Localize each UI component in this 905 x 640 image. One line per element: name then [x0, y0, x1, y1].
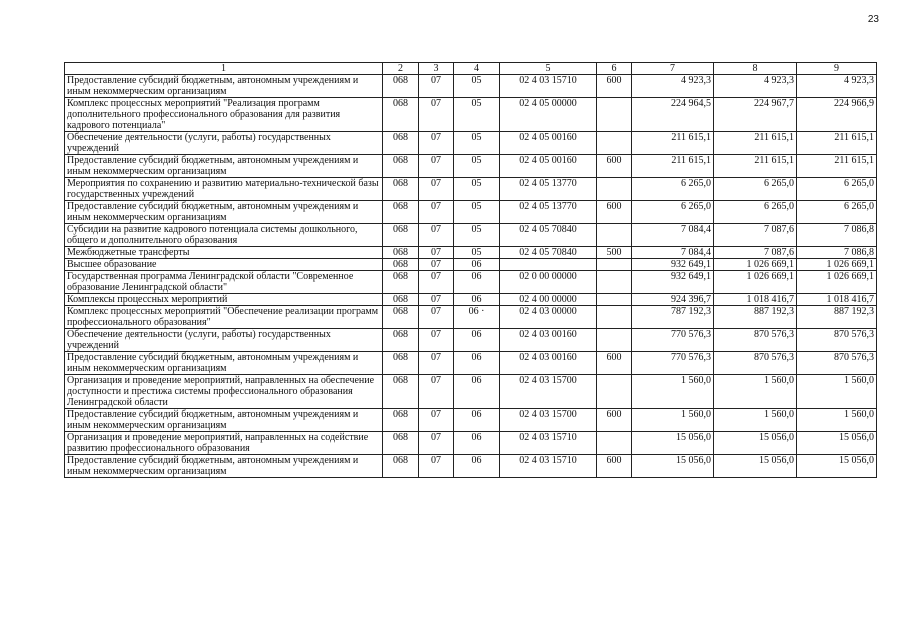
- table-row: [65, 259, 877, 271]
- row-name: Высшее образование: [65, 259, 383, 271]
- amount-col8: 7 087,6: [714, 247, 797, 259]
- row-name: Государственная программа Ленинградской области "Современное образование Ленинградской области": [65, 271, 383, 294]
- table-row: [65, 329, 877, 352]
- table-row: [65, 455, 877, 478]
- expense-type-code: 600: [597, 455, 632, 478]
- row-name: Предоставление субсидий бюджетным, автономным учреждениям и иным некоммерческим организациям: [65, 455, 383, 478]
- subsection-code: 05: [454, 75, 500, 98]
- expense-type-code: [597, 294, 632, 306]
- ministry-code: 068: [383, 178, 419, 201]
- amount-col9: 211 615,1: [797, 155, 877, 178]
- col-header-2: 2: [383, 63, 419, 75]
- table-row: [65, 132, 877, 155]
- table-row: [65, 224, 877, 247]
- row-name: Мероприятия по сохранению и развитию материально-технической базы государственных учреждений: [65, 178, 383, 201]
- subsection-code: 06: [454, 271, 500, 294]
- target-article-code: 02 4 03 00000: [500, 306, 597, 329]
- subsection-code: 06: [454, 409, 500, 432]
- section-code: 07: [419, 329, 454, 352]
- ministry-code: 068: [383, 306, 419, 329]
- header-row: [65, 63, 877, 75]
- col-header-7: 7: [632, 63, 714, 75]
- subsection-code: 05: [454, 247, 500, 259]
- amount-col8: 1 026 669,1: [714, 271, 797, 294]
- expense-type-code: [597, 132, 632, 155]
- row-name: Комплексы процессных мероприятий: [65, 294, 383, 306]
- table-row: [65, 409, 877, 432]
- target-article-code: 02 4 03 15710: [500, 455, 597, 478]
- amount-col8: 6 265,0: [714, 201, 797, 224]
- subsection-code: 05: [454, 155, 500, 178]
- subsection-code: 06: [454, 432, 500, 455]
- subsection-code: 06: [454, 455, 500, 478]
- amount-col9: 870 576,3: [797, 352, 877, 375]
- amount-col8: 1 018 416,7: [714, 294, 797, 306]
- amount-col8: 870 576,3: [714, 352, 797, 375]
- ministry-code: 068: [383, 352, 419, 375]
- section-code: 07: [419, 178, 454, 201]
- amount-col7: 932 649,1: [632, 259, 714, 271]
- table-row: [65, 432, 877, 455]
- ministry-code: 068: [383, 75, 419, 98]
- section-code: 07: [419, 224, 454, 247]
- ministry-code: 068: [383, 294, 419, 306]
- amount-col9: 1 026 669,1: [797, 271, 877, 294]
- ministry-code: 068: [383, 132, 419, 155]
- amount-col8: 224 967,7: [714, 98, 797, 132]
- table-row: [65, 306, 877, 329]
- ministry-code: 068: [383, 455, 419, 478]
- expense-type-code: 600: [597, 75, 632, 98]
- target-article-code: 02 4 05 70840: [500, 247, 597, 259]
- target-article-code: 02 4 05 13770: [500, 178, 597, 201]
- amount-col8: 1 560,0: [714, 375, 797, 409]
- row-name: Организация и проведение мероприятий, направленных на содействие развитию профессионального образования: [65, 432, 383, 455]
- col-header-8: 8: [714, 63, 797, 75]
- expense-type-code: [597, 306, 632, 329]
- ministry-code: 068: [383, 98, 419, 132]
- section-code: 07: [419, 306, 454, 329]
- amount-col7: 15 056,0: [632, 432, 714, 455]
- section-code: 07: [419, 247, 454, 259]
- target-article-code: 02 4 05 00160: [500, 132, 597, 155]
- amount-col8: 4 923,3: [714, 75, 797, 98]
- table-row: [65, 178, 877, 201]
- section-code: 07: [419, 155, 454, 178]
- col-header-5: 5: [500, 63, 597, 75]
- target-article-code: 02 4 05 13770: [500, 201, 597, 224]
- row-name: Субсидии на развитие кадрового потенциала системы дошкольного, общего и дополнительного образования: [65, 224, 383, 247]
- amount-col9: 15 056,0: [797, 455, 877, 478]
- amount-col8: 1 560,0: [714, 409, 797, 432]
- ministry-code: 068: [383, 432, 419, 455]
- table-row: [65, 375, 877, 409]
- subsection-code: 05: [454, 98, 500, 132]
- ministry-code: 068: [383, 329, 419, 352]
- expense-type-code: [597, 432, 632, 455]
- amount-col8: 1 026 669,1: [714, 259, 797, 271]
- table-row: [65, 247, 877, 259]
- section-code: 07: [419, 432, 454, 455]
- expense-type-code: [597, 329, 632, 352]
- subsection-code: 05: [454, 178, 500, 201]
- ministry-code: 068: [383, 375, 419, 409]
- section-code: 07: [419, 352, 454, 375]
- expense-type-code: 600: [597, 409, 632, 432]
- ministry-code: 068: [383, 271, 419, 294]
- amount-col7: 211 615,1: [632, 155, 714, 178]
- subsection-code: 06: [454, 329, 500, 352]
- amount-col8: 870 576,3: [714, 329, 797, 352]
- row-name: Предоставление субсидий бюджетным, автономным учреждениям и иным некоммерческим организациям: [65, 201, 383, 224]
- expense-type-code: [597, 178, 632, 201]
- amount-col9: 870 576,3: [797, 329, 877, 352]
- amount-col8: 211 615,1: [714, 132, 797, 155]
- amount-col7: 6 265,0: [632, 201, 714, 224]
- col-header-9: 9: [797, 63, 877, 75]
- row-name: Предоставление субсидий бюджетным, автономным учреждениям и иным некоммерческим организациям: [65, 155, 383, 178]
- amount-col9: 887 192,3: [797, 306, 877, 329]
- amount-col7: 211 615,1: [632, 132, 714, 155]
- amount-col7: 4 923,3: [632, 75, 714, 98]
- col-header-3: 3: [419, 63, 454, 75]
- ministry-code: 068: [383, 224, 419, 247]
- expense-type-code: 600: [597, 352, 632, 375]
- amount-col8: 6 265,0: [714, 178, 797, 201]
- ministry-code: 068: [383, 201, 419, 224]
- section-code: 07: [419, 132, 454, 155]
- section-code: 07: [419, 375, 454, 409]
- amount-col9: 15 056,0: [797, 432, 877, 455]
- amount-col9: 7 086,8: [797, 224, 877, 247]
- subsection-code: 06: [454, 375, 500, 409]
- section-code: 07: [419, 201, 454, 224]
- target-article-code: 02 4 03 15710: [500, 75, 597, 98]
- target-article-code: 02 4 00 00000: [500, 294, 597, 306]
- expense-type-code: 600: [597, 201, 632, 224]
- col-header-4: 4: [454, 63, 500, 75]
- amount-col8: 211 615,1: [714, 155, 797, 178]
- ministry-code: 068: [383, 247, 419, 259]
- target-article-code: 02 4 03 15700: [500, 375, 597, 409]
- row-name: Предоставление субсидий бюджетным, автономным учреждениям и иным некоммерческим организациям: [65, 75, 383, 98]
- amount-col7: 770 576,3: [632, 352, 714, 375]
- amount-col9: 1 560,0: [797, 375, 877, 409]
- target-article-code: 02 4 05 00160: [500, 155, 597, 178]
- expense-type-code: 600: [597, 155, 632, 178]
- amount-col9: 211 615,1: [797, 132, 877, 155]
- target-article-code: 02 4 05 00000: [500, 98, 597, 132]
- expense-type-code: [597, 375, 632, 409]
- subsection-code: 05: [454, 224, 500, 247]
- target-article-code: 02 4 03 00160: [500, 329, 597, 352]
- amount-col7: 924 396,7: [632, 294, 714, 306]
- col-header-1: 1: [65, 63, 383, 75]
- table-row: [65, 352, 877, 375]
- row-name: Организация и проведение мероприятий, направленных на обеспечение доступности и престижа системы профессионального образования Ленинградской области: [65, 375, 383, 409]
- amount-col9: 1 018 416,7: [797, 294, 877, 306]
- page-number: 23: [867, 14, 879, 25]
- amount-col7: 1 560,0: [632, 409, 714, 432]
- amount-col8: 887 192,3: [714, 306, 797, 329]
- amount-col7: 7 084,4: [632, 247, 714, 259]
- row-name: Предоставление субсидий бюджетным, автономным учреждениям и иным некоммерческим организациям: [65, 409, 383, 432]
- amount-col7: 787 192,3: [632, 306, 714, 329]
- amount-col7: 224 964,5: [632, 98, 714, 132]
- section-code: 07: [419, 409, 454, 432]
- expense-type-code: 500: [597, 247, 632, 259]
- target-article-code: 02 4 03 15700: [500, 409, 597, 432]
- col-header-6: 6: [597, 63, 632, 75]
- budget-table: [64, 62, 877, 478]
- row-name: Комплекс процессных мероприятий "Реализация программ дополнительного профессионального образования для развития кадрового потенциала": [65, 98, 383, 132]
- table-row: [65, 201, 877, 224]
- expense-type-code: [597, 271, 632, 294]
- subsection-code: 05: [454, 201, 500, 224]
- section-code: 07: [419, 98, 454, 132]
- amount-col7: 1 560,0: [632, 375, 714, 409]
- table-row: [65, 271, 877, 294]
- section-code: 07: [419, 271, 454, 294]
- row-name: Предоставление субсидий бюджетным, автономным учреждениям и иным некоммерческим организациям: [65, 352, 383, 375]
- section-code: 07: [419, 294, 454, 306]
- amount-col9: 224 966,9: [797, 98, 877, 132]
- target-article-code: [500, 259, 597, 271]
- amount-col9: 6 265,0: [797, 201, 877, 224]
- row-name: Комплекс процессных мероприятий "Обеспечение реализации программ профессионального образования": [65, 306, 383, 329]
- expense-type-code: [597, 98, 632, 132]
- table-row: [65, 294, 877, 306]
- amount-col9: 4 923,3: [797, 75, 877, 98]
- section-code: 07: [419, 259, 454, 271]
- amount-col7: 6 265,0: [632, 178, 714, 201]
- table-row: [65, 75, 877, 98]
- target-article-code: 02 4 03 15710: [500, 432, 597, 455]
- amount-col7: 15 056,0: [632, 455, 714, 478]
- amount-col9: 1 560,0: [797, 409, 877, 432]
- amount-col9: 6 265,0: [797, 178, 877, 201]
- subsection-code: 05: [454, 132, 500, 155]
- amount-col7: 770 576,3: [632, 329, 714, 352]
- target-article-code: 02 4 05 70840: [500, 224, 597, 247]
- amount-col8: 7 087,6: [714, 224, 797, 247]
- subsection-code: 06 ·: [454, 306, 500, 329]
- subsection-code: 06: [454, 259, 500, 271]
- amount-col7: 932 649,1: [632, 271, 714, 294]
- ministry-code: 068: [383, 155, 419, 178]
- row-name: Межбюджетные трансферты: [65, 247, 383, 259]
- section-code: 07: [419, 455, 454, 478]
- amount-col9: 7 086,8: [797, 247, 877, 259]
- ministry-code: 068: [383, 259, 419, 271]
- target-article-code: 02 4 03 00160: [500, 352, 597, 375]
- expense-type-code: [597, 259, 632, 271]
- row-name: Обеспечение деятельности (услуги, работы) государственных учреждений: [65, 132, 383, 155]
- amount-col7: 7 084,4: [632, 224, 714, 247]
- row-name: Обеспечение деятельности (услуги, работы) государственных учреждений: [65, 329, 383, 352]
- subsection-code: 06: [454, 294, 500, 306]
- amount-col9: 1 026 669,1: [797, 259, 877, 271]
- section-code: 07: [419, 75, 454, 98]
- table-row: [65, 155, 877, 178]
- table-row: [65, 98, 877, 132]
- ministry-code: 068: [383, 409, 419, 432]
- target-article-code: 02 0 00 00000: [500, 271, 597, 294]
- subsection-code: 06: [454, 352, 500, 375]
- amount-col8: 15 056,0: [714, 455, 797, 478]
- amount-col8: 15 056,0: [714, 432, 797, 455]
- expense-type-code: [597, 224, 632, 247]
